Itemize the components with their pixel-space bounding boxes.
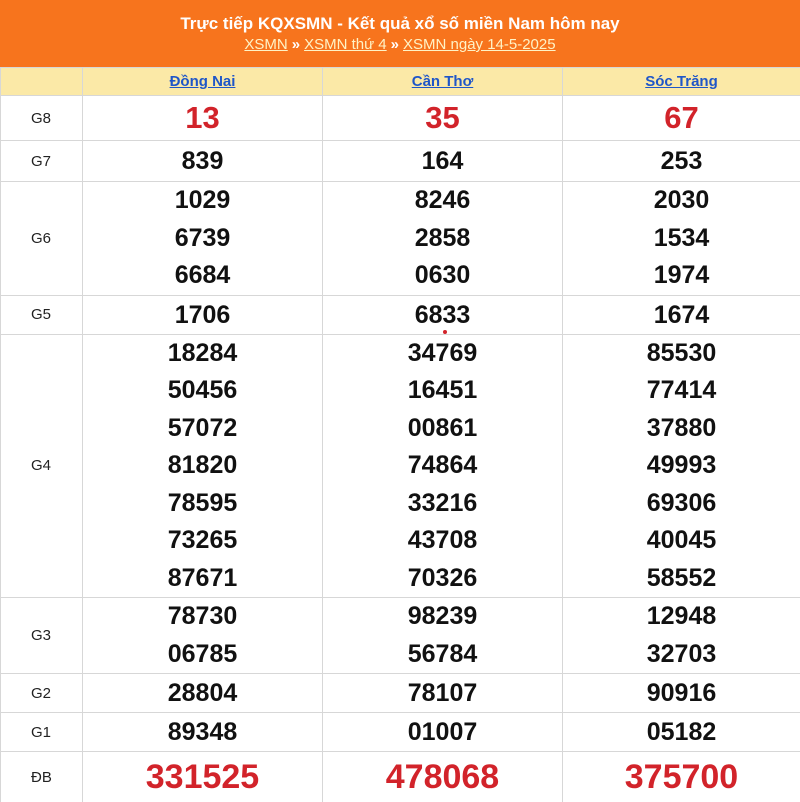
prize-number: 73265	[83, 522, 322, 560]
prize-number: 12948	[563, 598, 800, 636]
prize-number: 78107	[323, 674, 562, 712]
prize-cell	[323, 295, 563, 334]
prize-number: 2030	[563, 182, 800, 220]
breadcrumb-xsmn[interactable]: XSMN	[244, 36, 287, 53]
province-header	[323, 68, 563, 96]
prize-table-body	[1, 96, 800, 802]
prize-label: G6	[1, 182, 83, 296]
prize-number: 32703	[563, 636, 800, 674]
prize-label: G1	[1, 713, 83, 752]
prize-cell	[83, 598, 323, 674]
prize-row	[1, 141, 800, 182]
prize-number: 34769	[323, 335, 562, 373]
prize-number: 0630	[323, 257, 562, 295]
prize-number: 839	[83, 141, 322, 181]
province-link-soc-trang[interactable]: Sóc Trăng	[645, 73, 718, 90]
prize-number: 2858	[323, 220, 562, 258]
prize-cell	[83, 182, 323, 296]
prize-number: 40045	[563, 522, 800, 560]
prize-number: 253	[563, 141, 800, 181]
live-indicator-dot	[443, 330, 447, 334]
prize-number	[323, 296, 562, 334]
prize-number: 81820	[83, 447, 322, 485]
prize-number: 35	[323, 96, 562, 140]
prize-number: 67	[563, 96, 800, 140]
prize-cell	[563, 674, 800, 713]
corner-cell	[1, 68, 83, 96]
prize-cell	[563, 598, 800, 674]
prize-label: G3	[1, 598, 83, 674]
prize-cell	[83, 674, 323, 713]
prize-label: G8	[1, 96, 83, 141]
prize-number: 16451	[323, 372, 562, 410]
prize-number: 58552	[563, 560, 800, 598]
prize-cell	[83, 334, 323, 598]
prize-number: 43708	[323, 522, 562, 560]
prize-number: 28804	[83, 674, 322, 712]
prize-number: 89348	[83, 713, 322, 751]
prize-cell	[323, 674, 563, 713]
prize-cell	[563, 295, 800, 334]
prize-number: 57072	[83, 410, 322, 448]
prize-row	[1, 752, 800, 802]
prize-number: 90916	[563, 674, 800, 712]
prize-number: 18284	[83, 335, 322, 373]
prize-number: 331525	[83, 752, 322, 802]
prize-number: 85530	[563, 335, 800, 373]
prize-number: 50456	[83, 372, 322, 410]
prize-number: 37880	[563, 410, 800, 448]
prize-number: 1706	[83, 296, 322, 334]
prize-number: 70326	[323, 560, 562, 598]
prize-row	[1, 598, 800, 674]
prize-cell	[563, 713, 800, 752]
prize-number: 87671	[83, 560, 322, 598]
prize-label: G5	[1, 295, 83, 334]
prize-number: 6684	[83, 257, 322, 295]
province-link-can-tho[interactable]: Cần Thơ	[412, 73, 474, 90]
prize-number: 478068	[323, 752, 562, 802]
prize-cell	[323, 334, 563, 598]
prize-number: 6739	[83, 220, 322, 258]
page-title: Trực tiếp KQXSMN - Kết quả xổ số miền Nam hôm nay	[0, 14, 800, 34]
prize-cell	[323, 141, 563, 182]
prize-cell	[83, 295, 323, 334]
breadcrumb-xsmn-date[interactable]: XSMN ngày 14-5-2025	[403, 36, 556, 53]
prize-number: 1029	[83, 182, 322, 220]
prize-cell	[323, 598, 563, 674]
prize-number: 01007	[323, 713, 562, 751]
prize-number: 06785	[83, 636, 322, 674]
prize-cell	[563, 182, 800, 296]
prize-number: 05182	[563, 713, 800, 751]
prize-row	[1, 96, 800, 141]
province-link-dong-nai[interactable]: Đồng Nai	[170, 73, 236, 90]
breadcrumb-separator: »	[292, 36, 300, 53]
province-header	[563, 68, 800, 96]
prize-cell	[83, 713, 323, 752]
prize-cell	[83, 96, 323, 141]
prize-number: 56784	[323, 636, 562, 674]
breadcrumb	[0, 36, 800, 54]
breadcrumb-xsmn-thu-4[interactable]: XSMN thứ 4	[304, 36, 387, 53]
prize-cell	[323, 713, 563, 752]
prize-label: G4	[1, 334, 83, 598]
prize-number: 1674	[563, 296, 800, 334]
prize-cell	[83, 141, 323, 182]
prize-number: 69306	[563, 485, 800, 523]
prize-label: G2	[1, 674, 83, 713]
prize-row	[1, 295, 800, 334]
prize-number: 78595	[83, 485, 322, 523]
prize-cell	[563, 334, 800, 598]
prize-cell	[563, 141, 800, 182]
prize-number: 78730	[83, 598, 322, 636]
prize-row	[1, 182, 800, 296]
prize-number: 1534	[563, 220, 800, 258]
prize-number: 00861	[323, 410, 562, 448]
prize-number: 49993	[563, 447, 800, 485]
prize-cell	[563, 752, 800, 802]
province-header	[83, 68, 323, 96]
prize-cell	[323, 182, 563, 296]
prize-label: ĐB	[1, 752, 83, 802]
prize-number-text: 6833	[415, 296, 471, 334]
province-header-row	[1, 68, 800, 96]
results-header	[0, 0, 800, 67]
prize-number: 98239	[323, 598, 562, 636]
prize-row	[1, 334, 800, 598]
prize-label: G7	[1, 141, 83, 182]
breadcrumb-separator: »	[391, 36, 399, 53]
prize-number: 375700	[563, 752, 800, 802]
prize-number: 74864	[323, 447, 562, 485]
prize-number: 77414	[563, 372, 800, 410]
prize-number: 164	[323, 141, 562, 181]
prize-number: 1974	[563, 257, 800, 295]
prize-row	[1, 674, 800, 713]
prize-cell	[323, 96, 563, 141]
prize-number: 33216	[323, 485, 562, 523]
prize-row	[1, 713, 800, 752]
prize-cell	[563, 96, 800, 141]
prize-number: 13	[83, 96, 322, 140]
prize-cell	[83, 752, 323, 802]
prize-number: 8246	[323, 182, 562, 220]
prize-cell	[323, 752, 563, 802]
results-table	[0, 67, 800, 802]
